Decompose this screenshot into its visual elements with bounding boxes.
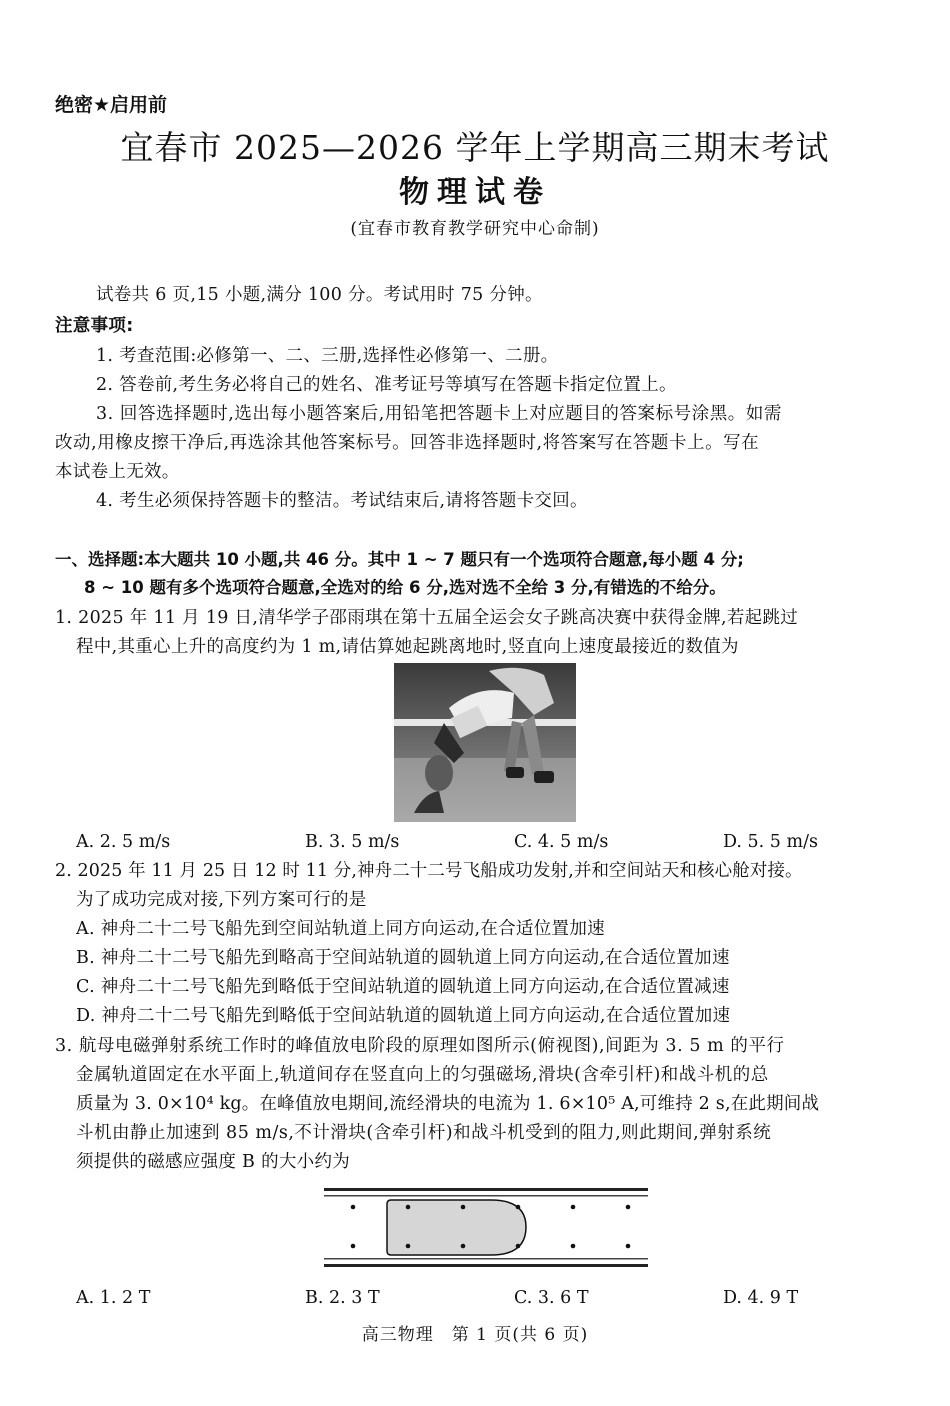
intro-line: 试卷共 6 页,15 小题,满分 100 分。考试用时 75 分钟。: [96, 285, 543, 305]
note-line: 1. 考查范围:必修第一、二、三册,选择性必修第一、二册。: [96, 346, 559, 366]
question-2-option-b: B. 神舟二十二号飞船先到略高于空间站轨道的圆轨道上同方向运动,在合适位置加速: [76, 948, 730, 968]
exam-title: 宜春市 2025—2026 学年上学期高三期末考试: [120, 128, 830, 167]
question-2-option-a: A. 神舟二十二号飞船先到空间站轨道上同方向运动,在合适位置加速: [76, 919, 605, 939]
subject-title: 物理试卷: [399, 175, 551, 210]
high-jump-photo: [394, 663, 576, 822]
question-3-option-c: C. 3. 6 T: [514, 1288, 589, 1308]
question-3-text: 金属轨道固定在水平面上,轨道间存在竖直向上的匀强磁场,滑块(含牵引杆)和战斗机的总: [76, 1065, 769, 1085]
question-2-option-d: D. 神舟二十二号飞船先到略低于空间站轨道的圆轨道上同方向运动,在合适位置加速: [76, 1006, 731, 1026]
question-3-option-d: D. 4. 9 T: [723, 1288, 799, 1308]
confidential-label: 绝密★启用前: [55, 94, 168, 116]
question-2-option-c: C. 神舟二十二号飞船先到略低于空间站轨道的圆轨道上同方向运动,在合适位置减速: [76, 977, 730, 997]
note-line: 3. 回答选择题时,选出每小题答案后,用铅笔把答题卡上对应题目的答案标号涂黑。如需: [96, 404, 782, 424]
page-footer: 高三物理 第 1 页(共 6 页): [361, 1325, 589, 1345]
question-3-text: 质量为 3. 0×10⁴ kg。在峰值放电期间,流经滑块的电流为 1. 6×10⁵ A,可维持 2 s,在此期间战: [76, 1094, 820, 1114]
question-3-option-a: A. 1. 2 T: [76, 1288, 151, 1308]
question-1-option-d: D. 5. 5 m/s: [723, 832, 818, 852]
rail-diagram: [321, 1178, 651, 1278]
question-1-text: 程中,其重心上升的高度约为 1 m,请估算她起跳离地时,竖直向上速度最接近的数值为: [76, 637, 739, 657]
author-line: (宜春市教育教学研究中心命制): [350, 219, 600, 239]
question-3-text: 斗机由静止加速到 85 m/s,不计滑块(含牵引杆)和战斗机受到的阻力,则此期间,弹射系统: [76, 1123, 772, 1143]
question-1-option-c: C. 4. 5 m/s: [514, 832, 609, 852]
question-1-option-b: B. 3. 5 m/s: [305, 832, 400, 852]
section-heading-cont: 8 ~ 10 题有多个选项符合题意,全选对的给 6 分,选对选不全给 3 分,有错选的不给分。: [84, 578, 726, 597]
question-2-text: 为了成功完成对接,下列方案可行的是: [76, 890, 367, 910]
section-heading: 一、选择题:本大题共 10 小题,共 46 分。其中 1 ~ 7 题只有一个选项符合题意,每小题 4 分;: [55, 550, 744, 569]
notes-heading: 注意事项:: [55, 316, 134, 336]
note-line: 2. 答卷前,考生务必将自己的姓名、准考证号等填写在答题卡指定位置上。: [96, 375, 677, 395]
question-3-text: 3. 航母电磁弹射系统工作时的峰值放电阶段的原理如图所示(俯视图),间距为 3. 5 m 的平行: [55, 1036, 785, 1056]
question-1-text: 1. 2025 年 11 月 19 日,清华学子邵雨琪在第十五届全运会女子跳高决赛中获得金牌,若起跳过: [55, 608, 799, 628]
note-line: 改动,用橡皮擦干净后,再选涂其他答案标号。回答非选择题时,将答案写在答题卡上。写在: [55, 433, 760, 453]
question-1-option-a: A. 2. 5 m/s: [76, 832, 171, 852]
question-3-option-b: B. 2. 3 T: [305, 1288, 380, 1308]
note-line: 4. 考生必须保持答题卡的整洁。考试结束后,请将答题卡交回。: [96, 491, 588, 511]
note-line: 本试卷上无效。: [55, 462, 180, 482]
question-2-text: 2. 2025 年 11 月 25 日 12 时 11 分,神舟二十二号飞船成功发射,并和空间站天和核心舱对接。: [55, 861, 803, 881]
question-3-text: 须提供的磁感应强度 B 的大小约为: [76, 1152, 351, 1172]
